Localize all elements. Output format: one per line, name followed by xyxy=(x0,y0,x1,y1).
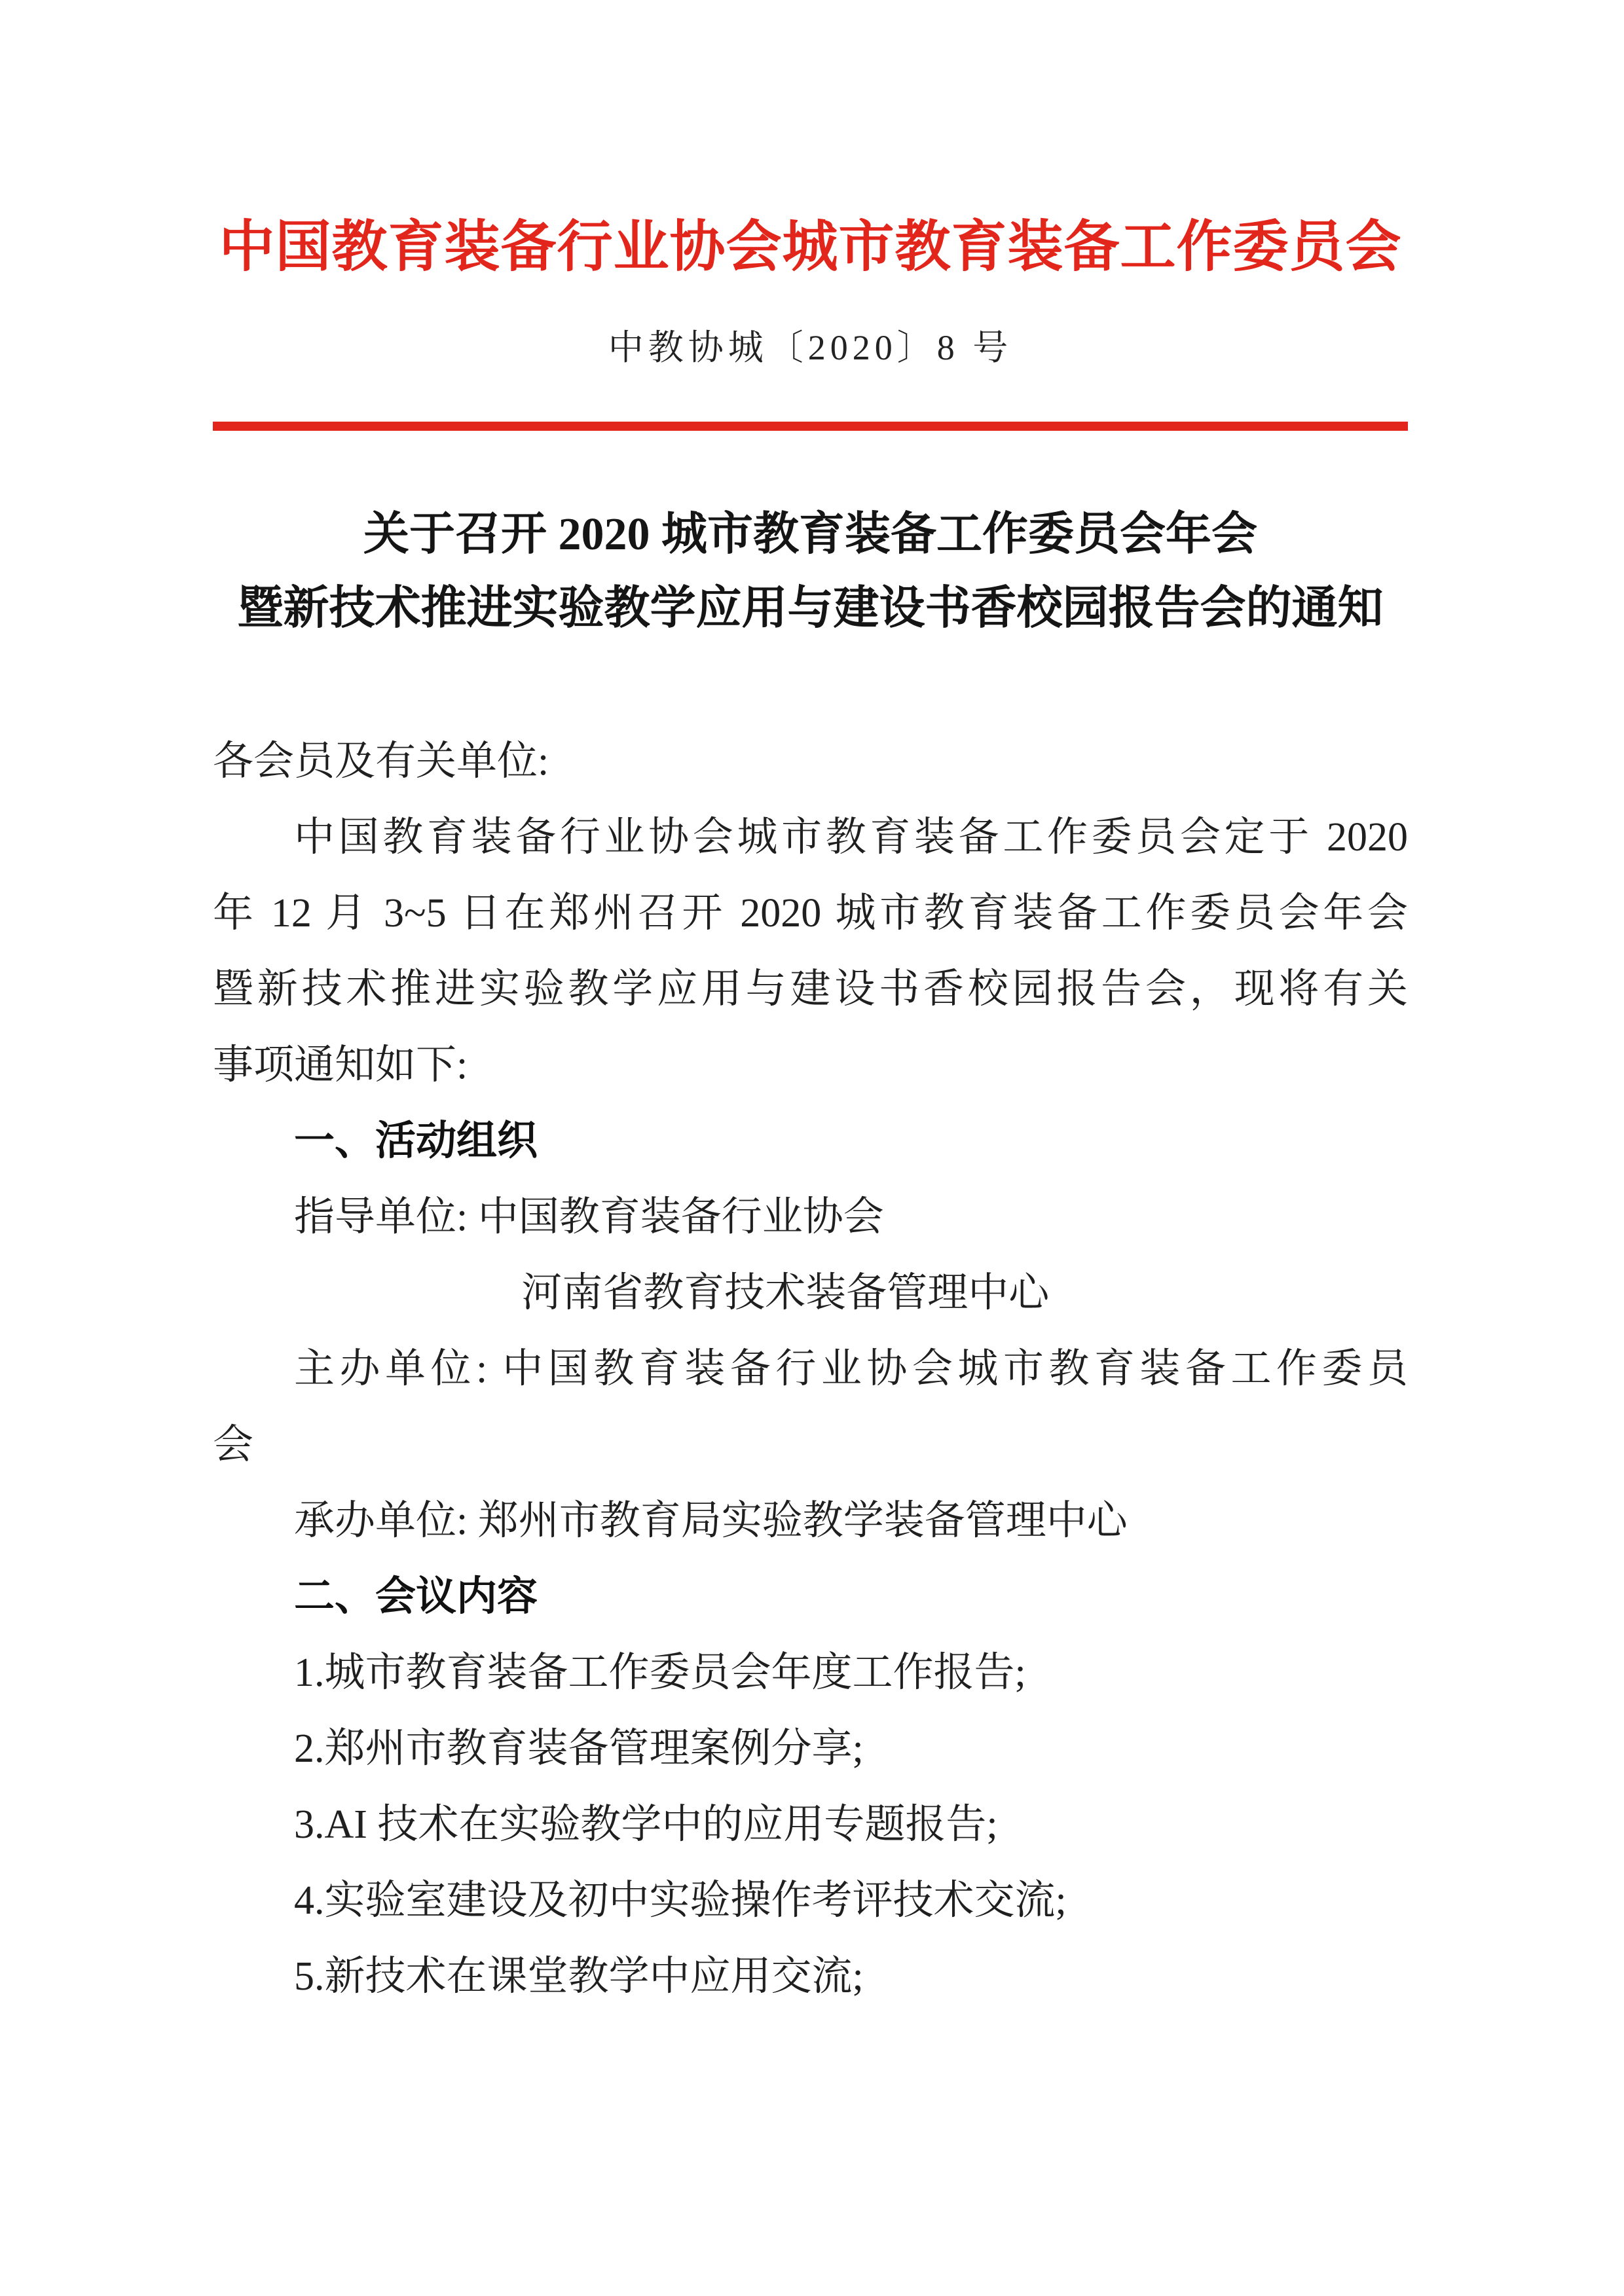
body-line: 3.AI 技术在实验教学中的应用专题报告; xyxy=(294,1802,998,1847)
body-line: 2.郑州市教育装备管理案例分享; xyxy=(294,1726,864,1771)
body-line: 暨新技术推进实验教学应用与建设书香校园报告会，现将有关 xyxy=(213,967,1408,1011)
notice-title xyxy=(213,498,1408,646)
body-line: 中国教育装备行业协会城市教育装备工作委员会定于 2020 xyxy=(294,815,1408,860)
body-line: 一、活动组织 xyxy=(294,1118,538,1163)
notice-title-line2: 暨新技术推进实验教学应用与建设书香校园报告会的通知 xyxy=(237,583,1384,634)
body-line: 4.实验室建设及初中实验操作考评技术交流; xyxy=(294,1878,1067,1923)
body-line: 会 xyxy=(213,1423,254,1467)
body-line: 河南省教育技术装备管理中心 xyxy=(521,1271,1050,1315)
letterhead-org-title: 中国教育装备行业协会城市教育装备工作委员会 xyxy=(219,216,1402,278)
body-line: 二、会议内容 xyxy=(294,1574,538,1619)
body-line: 各会员及有关单位: xyxy=(213,739,549,784)
notice-title-line1: 关于召开 2020 城市教育装备工作委员会年会 xyxy=(363,509,1257,560)
body-line: 指导单位: 中国教育装备行业协会 xyxy=(294,1195,884,1239)
red-divider-line xyxy=(213,422,1408,431)
body-line: 5.新技术在课堂教学中应用交流; xyxy=(294,1954,864,1999)
body-line: 承办单位: 郑州市教育局实验教学装备管理中心 xyxy=(294,1499,1128,1543)
body-line: 1.城市教育装备工作委员会年度工作报告; xyxy=(294,1650,1026,1695)
document-number: 中教协城〔2020〕8 号 xyxy=(608,328,1013,367)
notice-body xyxy=(213,723,1408,2014)
body-line: 事项通知如下: xyxy=(213,1043,468,1087)
body-line: 主办单位: 中国教育装备行业协会城市教育装备工作委员 xyxy=(294,1347,1408,1391)
body-line: 年 12 月 3~5 日在郑州召开 2020 城市教育装备工作委员会年会 xyxy=(213,891,1408,936)
